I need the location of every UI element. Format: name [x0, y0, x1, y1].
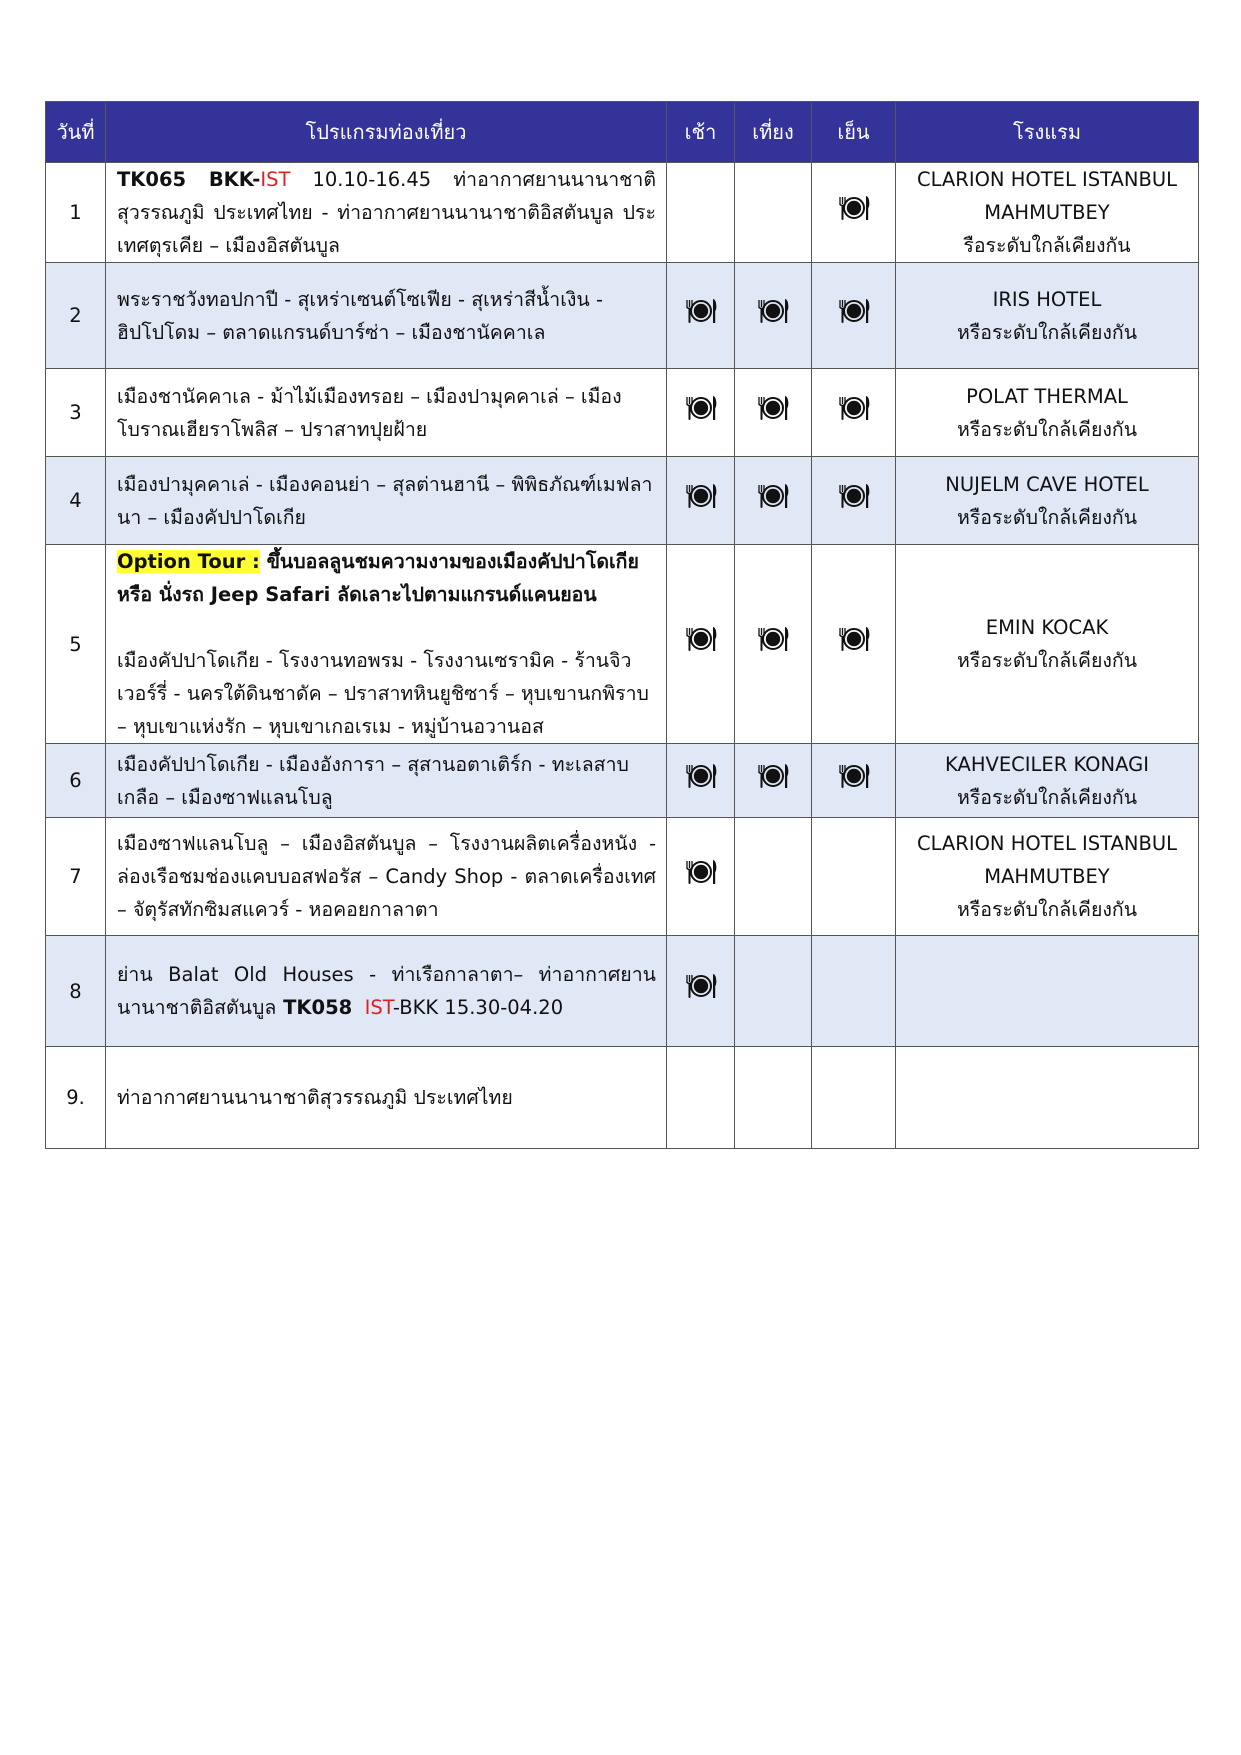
option-tour-label: Option Tour : — [117, 550, 260, 573]
day-number: 8 — [46, 936, 106, 1047]
table-row — [46, 163, 1199, 263]
table-row — [46, 936, 1199, 1047]
plate-fork-knife-icon — [836, 482, 872, 520]
flight-code: TK058 — [276, 996, 353, 1019]
day-number: 3 — [46, 369, 106, 457]
hotel-cell — [896, 1047, 1199, 1149]
airport-code: IST — [260, 168, 291, 191]
hotel-name: POLAT THERMAL — [966, 384, 1128, 408]
option-tour-description: ขึ้นบอลลูนชมความงามของเมืองคัปปาโดเกีย หรือ นั่งรถ Jeep Safari ลัดเลาะไปตามแกรนด์แคนยอน — [117, 550, 639, 606]
plate-fork-knife-icon — [755, 394, 791, 432]
hotel-name: EMIN KOCAK — [985, 616, 1109, 639]
hotel-name: CLARION HOTEL ISTANBUL — [917, 832, 1177, 855]
plate-fork-knife-icon — [683, 297, 719, 335]
dinner-cell — [812, 457, 896, 545]
program-text: เมืองชานัคคาเล - ม้าไม้เมืองทรอย – เมืองปามุคคาเล่ – เมืองโบราณเฮียราโพลิส – ปราสาทปุยฝ้าย — [117, 384, 622, 441]
program-text: เมืองซาฟแลนโบลู – เมืองอิสตันบูล – โรงงานผลิตเครื่องหนัง - ล่องเรือชมช่องแคบบอสฟอรัส – Candy Shop - ตลาดเครื่องเทศ – จัตุรัสทักซิมสแควร์ - หอคอยกาลาตา — [117, 832, 656, 921]
breakfast-cell — [667, 457, 735, 545]
dinner-cell — [812, 744, 896, 818]
lunch-cell — [735, 744, 812, 818]
plate-fork-knife-icon — [836, 394, 872, 432]
program-cell — [106, 263, 667, 369]
hotel-cell — [896, 457, 1199, 545]
hotel-cell — [896, 263, 1199, 369]
program-cell — [106, 936, 667, 1047]
hotel-cell — [896, 545, 1199, 744]
breakfast-cell — [667, 1047, 735, 1149]
table-row — [46, 369, 1199, 457]
header-day: วันที่ — [46, 102, 106, 163]
program-text: ท่าอากาศยานนานาชาติสุวรรณภูมิ ประเทศไทย - ท่าอากาศยานนานาชาติอิสตันบูล ประเทศตุรเคีย – เมืองอิสตันบูล — [117, 168, 656, 257]
day-number: 6 — [46, 744, 106, 818]
dinner-cell — [812, 369, 896, 457]
plate-fork-knife-icon — [683, 858, 719, 896]
lunch-cell — [735, 818, 812, 936]
program-cell — [106, 369, 667, 457]
header-breakfast: เช้า — [667, 102, 735, 163]
day-number: 5 — [46, 545, 106, 744]
flight-code: TK065 BKK- — [117, 168, 261, 191]
table-row — [46, 1047, 1199, 1149]
breakfast-cell — [667, 818, 735, 936]
header-row — [46, 102, 1199, 163]
plate-fork-knife-icon — [755, 762, 791, 800]
hotel-name: NUJELM CAVE HOTEL — [945, 472, 1149, 496]
airport-code: IST — [364, 996, 393, 1019]
dinner-cell — [812, 545, 896, 744]
spacer — [117, 611, 656, 644]
program-text: เมืองปามุคคาเล่ - เมืองคอนย่า – สุลต่านฮานี – พิพิธภัณฑ์เมฟลานา – เมืองคัปปาโดเกีย — [117, 472, 653, 529]
day-number: 2 — [46, 263, 106, 369]
plate-fork-knife-icon — [755, 297, 791, 335]
dinner-cell — [812, 163, 896, 263]
hotel-cell — [896, 936, 1199, 1047]
table-row — [46, 744, 1199, 818]
plate-fork-knife-icon — [836, 625, 872, 663]
hotel-name: IRIS HOTEL — [992, 287, 1102, 311]
program-cell — [106, 818, 667, 936]
hotel-cell — [896, 369, 1199, 457]
hotel-note: หรือระดับใกล้เคียงกัน — [956, 417, 1138, 441]
program-cell — [106, 163, 667, 263]
plate-fork-knife-icon — [683, 762, 719, 800]
program-cell — [106, 1047, 667, 1149]
program-text: ย่าน Balat Old Houses - ท่าเรือกาลาตา– ท่าอากาศยานนานาชาติอิสตันบูล — [117, 963, 656, 1019]
lunch-cell — [735, 263, 812, 369]
plate-fork-knife-icon — [836, 762, 872, 800]
hotel-note: หรือระดับใกล้เคียงกัน — [956, 785, 1138, 809]
day-number: 7 — [46, 818, 106, 936]
dinner-cell — [812, 1047, 896, 1149]
day-number: 9. — [46, 1047, 106, 1149]
header-hotel: โรงแรม — [896, 102, 1199, 163]
option-tour-text — [117, 545, 656, 611]
table-row — [46, 818, 1199, 936]
breakfast-cell — [667, 263, 735, 369]
breakfast-cell — [667, 369, 735, 457]
dinner-cell — [812, 818, 896, 936]
plate-fork-knife-icon — [836, 194, 872, 232]
program-text: พระราชวังทอปกาปี - สุเหร่าเซนต์โซเฟีย - สุเหร่าสีน้ำเงิน - ฮิปโปโดม – ตลาดแกรนด์บาร์ซ่า – เมืองชานัคคาเล — [117, 287, 603, 344]
program-cell — [106, 457, 667, 545]
hotel-name: CLARION HOTEL ISTANBUL — [917, 168, 1177, 191]
header-program: โปรแกรมท่องเที่ยว — [106, 102, 667, 163]
day-number: 1 — [46, 163, 106, 263]
plate-fork-knife-icon — [683, 625, 719, 663]
header-lunch: เที่ยง — [735, 102, 812, 163]
header-dinner: เย็น — [812, 102, 896, 163]
dinner-cell — [812, 263, 896, 369]
lunch-cell — [735, 936, 812, 1047]
breakfast-cell — [667, 936, 735, 1047]
plate-fork-knife-icon — [683, 972, 719, 1010]
breakfast-cell — [667, 545, 735, 744]
hotel-note: หรือระดับใกล้เคียงกัน — [956, 898, 1138, 921]
lunch-cell — [735, 163, 812, 263]
hotel-note: หรือระดับใกล้เคียงกัน — [956, 505, 1138, 529]
lunch-cell — [735, 545, 812, 744]
hotel-note: หรือระดับใกล้เคียงกัน — [956, 649, 1138, 672]
program-text: ท่าอากาศยานนานาชาติสุวรรณภูมิ ประเทศไทย — [117, 1086, 513, 1109]
plate-fork-knife-icon — [755, 482, 791, 520]
lunch-cell — [735, 457, 812, 545]
dinner-cell — [812, 936, 896, 1047]
hotel-name: MAHMUTBEY — [984, 201, 1110, 224]
hotel-cell — [896, 163, 1199, 263]
day-number: 4 — [46, 457, 106, 545]
flight-time: -BKK 15.30-04.20 — [392, 996, 564, 1019]
program-text: เมืองคัปปาโดเกีย - โรงงานทอพรม - โรงงานเซรามิค - ร้านจิวเวอร์รี่ - นครใต้ดินชาดัค – ปราสาทหินยูชิซาร์ – หุบเขานกพิราบ – หุบเขาแห่งรัก – หุบเขาเกอเรเม - หมู่บ้านอวานอส — [117, 649, 649, 738]
hotel-name: KAHVECILER KONAGI — [945, 752, 1149, 776]
plate-fork-knife-icon — [836, 297, 872, 335]
lunch-cell — [735, 1047, 812, 1149]
breakfast-cell — [667, 744, 735, 818]
plate-fork-knife-icon — [683, 482, 719, 520]
lunch-cell — [735, 369, 812, 457]
flight-time: 10.10-16.45 — [290, 168, 432, 191]
program-cell — [106, 744, 667, 818]
itinerary-table — [45, 101, 1199, 1149]
table-row — [46, 457, 1199, 545]
hotel-cell — [896, 744, 1199, 818]
table-row — [46, 545, 1199, 744]
hotel-note: หรือระดับใกล้เคียงกัน — [956, 320, 1138, 344]
program-text: เมืองคัปปาโดเกีย - เมืองอังการา – สุสานอตาเติร์ก - ทะเลสาบเกลือ – เมืองซาฟแลนโบลู — [117, 752, 629, 809]
breakfast-cell — [667, 163, 735, 263]
table-row — [46, 263, 1199, 369]
hotel-note: รือระดับใกล้เคียงกัน — [963, 234, 1131, 257]
program-cell — [106, 545, 667, 744]
hotel-name: MAHMUTBEY — [984, 865, 1110, 888]
hotel-cell — [896, 818, 1199, 936]
plate-fork-knife-icon — [755, 625, 791, 663]
plate-fork-knife-icon — [683, 394, 719, 432]
